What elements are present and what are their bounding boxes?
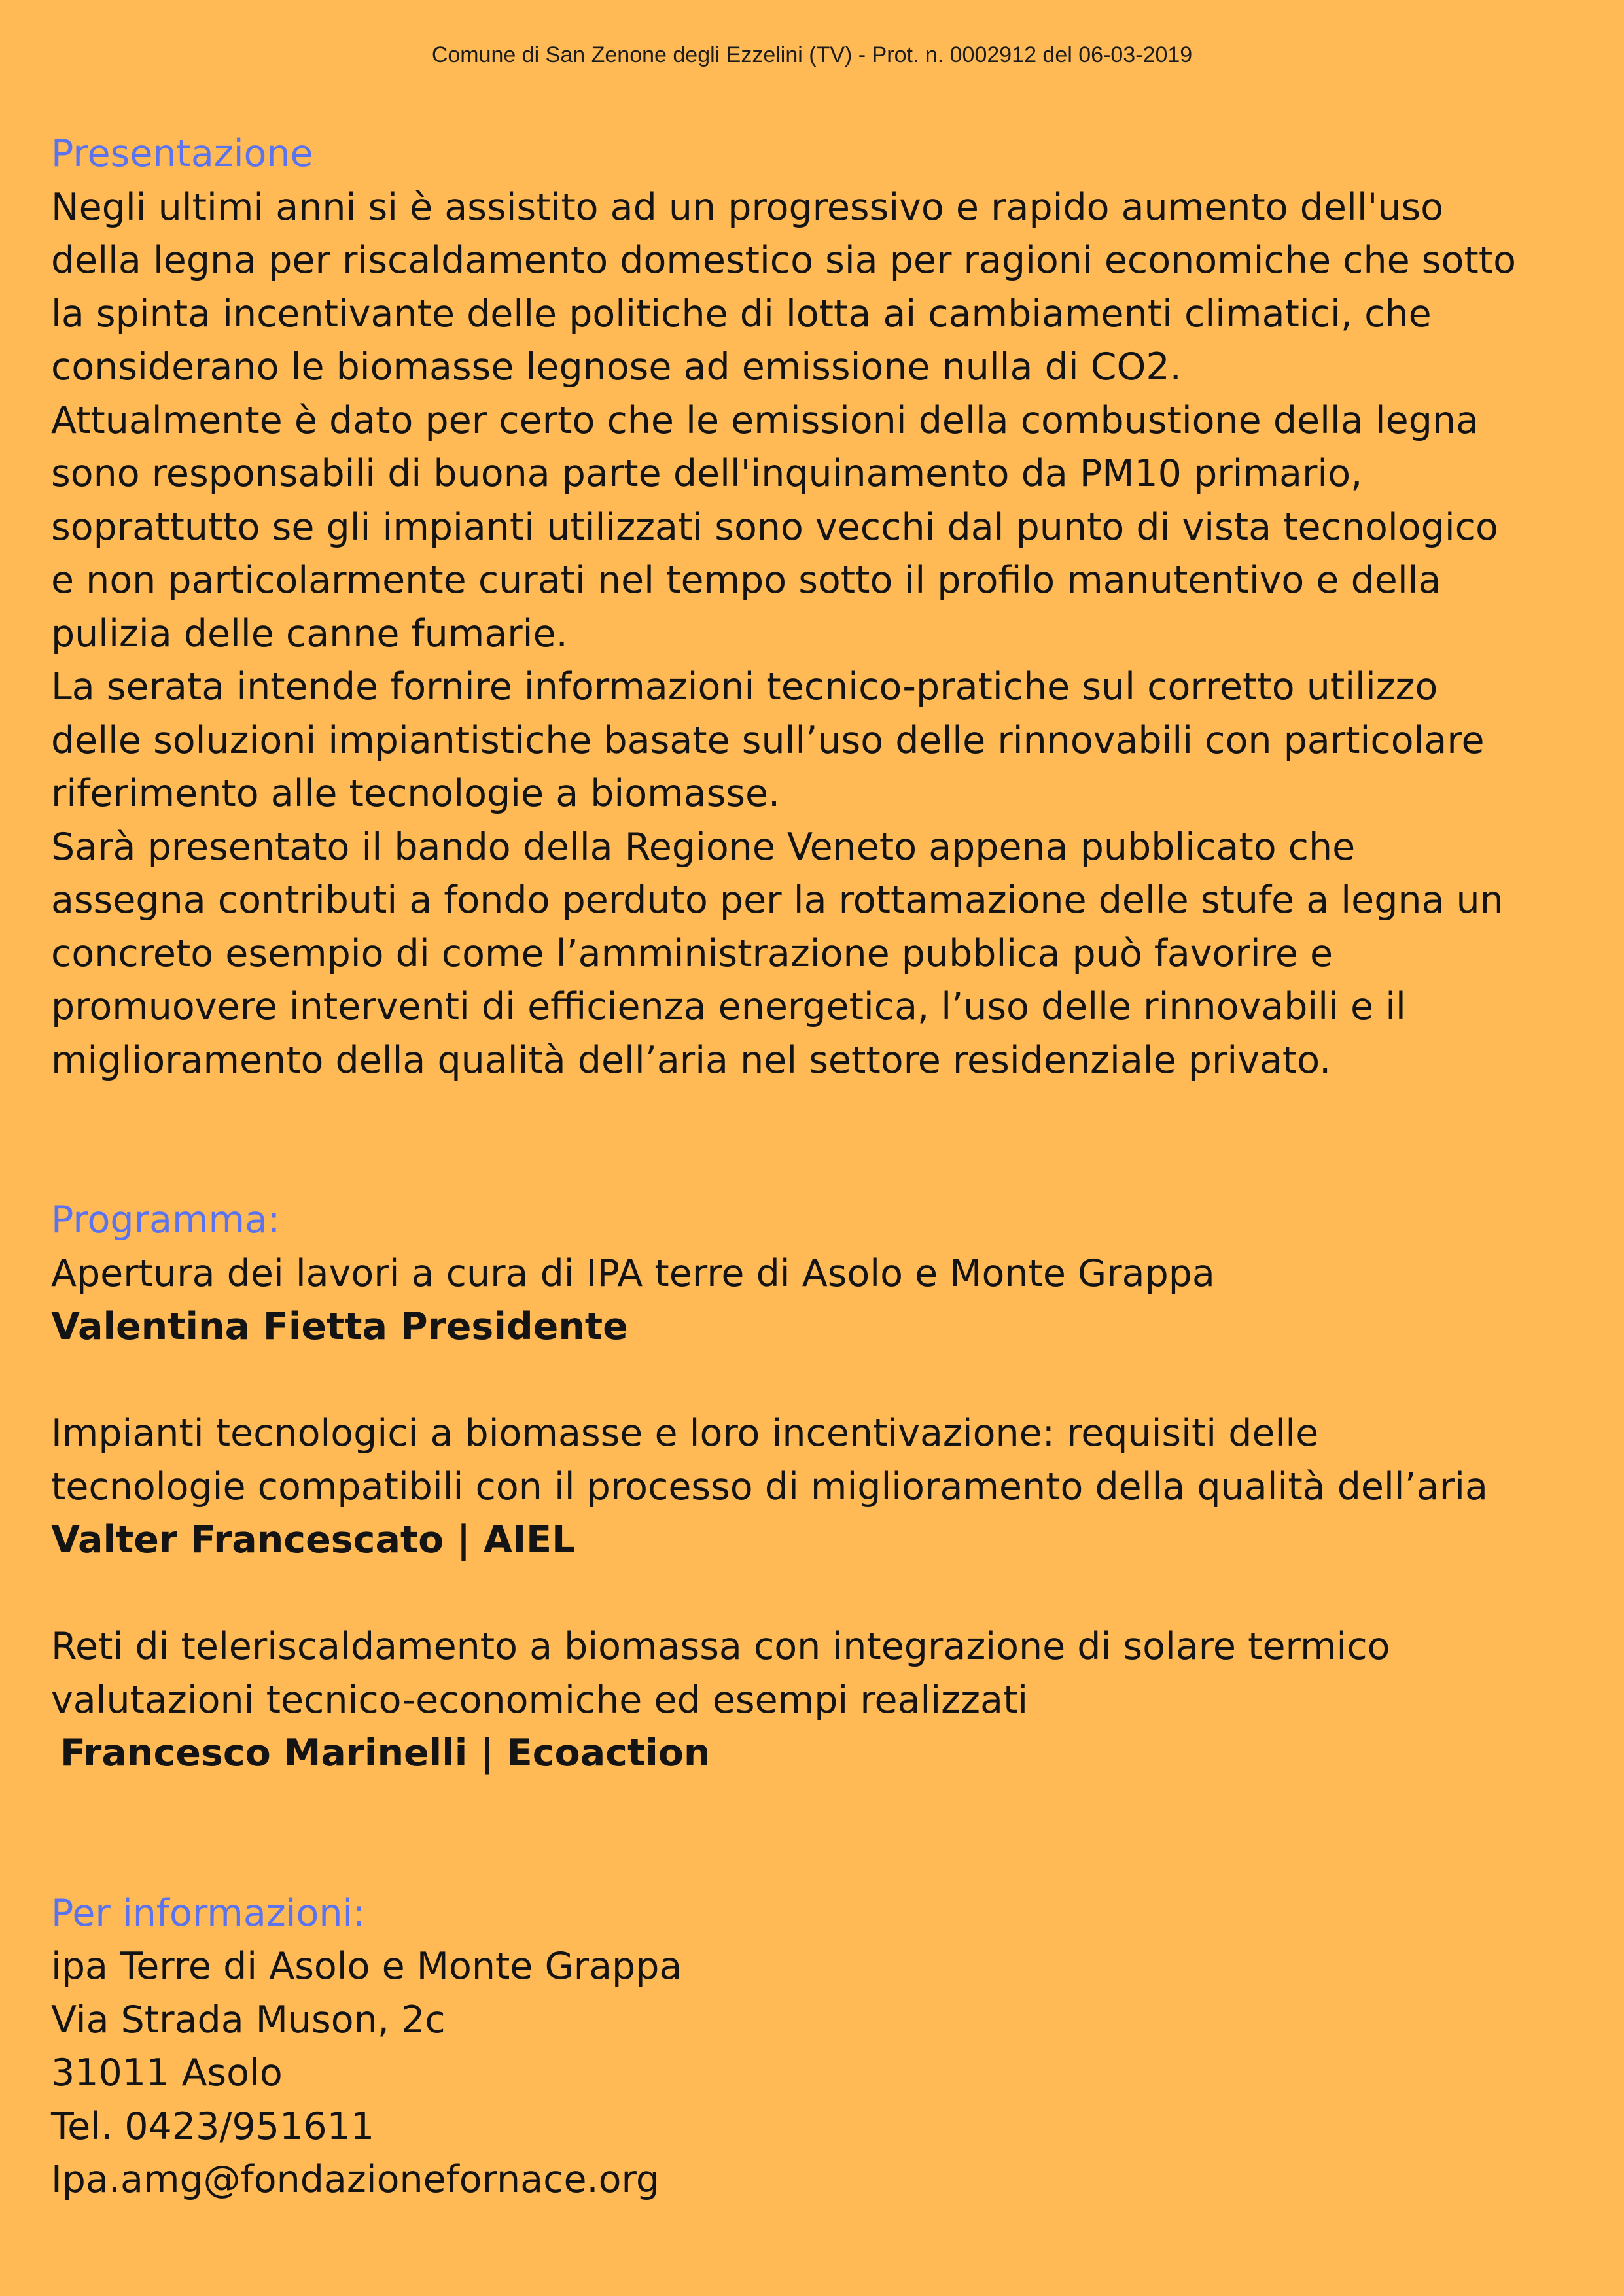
presentazione-line: la spinta incentivante delle politiche di lotta ai cambiamenti climatici, che	[51, 292, 1432, 336]
presentazione-line: Negli ultimi anni si è assistito ad un progressivo e rapido aumento dell'uso	[51, 185, 1444, 229]
programma-item-text: valutazioni tecnico-economiche ed esempi realizzati	[51, 1678, 1029, 1722]
presentazione-line: La serata intende fornire informazioni tecnico-pratiche sul corretto utilizzo	[51, 665, 1438, 708]
presentazione-line: promuovere interventi di efficienza energetica, l’uso delle rinnovabili e il	[51, 985, 1406, 1028]
protocol-stamp: Comune di San Zenone degli Ezzelini (TV) - Prot. n. 0002912 del 06-03-2019	[431, 43, 1193, 67]
programma-section	[51, 1194, 1608, 1781]
programma-item-speaker: Valter Francescato | AIEL	[51, 1518, 576, 1561]
presentazione-section	[51, 128, 1608, 1087]
presentazione-line: assegna contributi a fondo perduto per la rottamazione delle stufe a legna un	[51, 878, 1504, 922]
presentazione-line: e non particolarmente curati nel tempo sotto il profilo manutentivo e della	[51, 559, 1441, 602]
section-spacer	[51, 1087, 1608, 1194]
presentazione-line: delle soluzioni impiantistiche basate sull’uso delle rinnovabili con particolare	[51, 718, 1485, 762]
presentazione-line: Sarà presentato il bando della Regione Veneto appena pubblicato che	[51, 825, 1356, 869]
flyer-content	[51, 128, 1608, 2207]
presentazione-line: concreto esempio di come l’amministrazione pubblica può favorire e	[51, 931, 1333, 975]
programma-item-speaker: Valentina Fietta Presidente	[51, 1305, 628, 1348]
presentazione-line: riferimento alle tecnologie a biomasse.	[51, 772, 781, 815]
programma-heading: Programma:	[51, 1198, 281, 1242]
presentazione-heading: Presentazione	[51, 132, 313, 175]
programma-item-text: tecnologie compatibili con il processo di miglioramento della qualità dell’aria	[51, 1465, 1488, 1508]
info-address: Via Strada Muson, 2c	[51, 1998, 446, 2042]
presentazione-line: miglioramento della qualità dell’aria nel settore residenziale privato.	[51, 1038, 1332, 1082]
info-section	[51, 1887, 1608, 2207]
presentazione-line: della legna per riscaldamento domestico sia per ragioni economiche che sotto	[51, 239, 1516, 282]
presentazione-line: soprattutto se gli impianti utilizzati sono vecchi dal punto di vista tecnologico	[51, 505, 1498, 549]
programma-item-text: Impianti tecnologici a biomasse e loro incentivazione: requisiti delle	[51, 1412, 1319, 1455]
info-city: 31011 Asolo	[51, 2051, 283, 2095]
programma-item-speaker: Francesco Marinelli | Ecoaction	[60, 1731, 711, 1775]
section-spacer	[51, 1781, 1608, 1887]
item-spacer	[51, 1567, 1608, 1621]
presentazione-line: sono responsabili di buona parte dell'inquinamento da PM10 primario,	[51, 452, 1363, 495]
presentazione-line: pulizia delle canne fumarie.	[51, 612, 568, 655]
info-organization: ipa Terre di Asolo e Monte Grappa	[51, 1945, 682, 1988]
info-heading: Per informazioni:	[51, 1891, 366, 1935]
info-email: Ipa.amg@fondazionefornace.org	[51, 2158, 660, 2201]
programma-item-text: Apertura dei lavori a cura di IPA terre di Asolo e Monte Grappa	[51, 1251, 1215, 1295]
info-phone: Tel. 0423/951611	[51, 2104, 375, 2148]
presentazione-line: Attualmente è dato per certo che le emissioni della combustione della legna	[51, 398, 1479, 442]
presentazione-line: considerano le biomasse legnose ad emissione nulla di CO2.	[51, 345, 1182, 389]
item-spacer	[51, 1354, 1608, 1408]
programma-item-text: Reti di teleriscaldamento a biomassa con integrazione di solare termico	[51, 1625, 1390, 1668]
